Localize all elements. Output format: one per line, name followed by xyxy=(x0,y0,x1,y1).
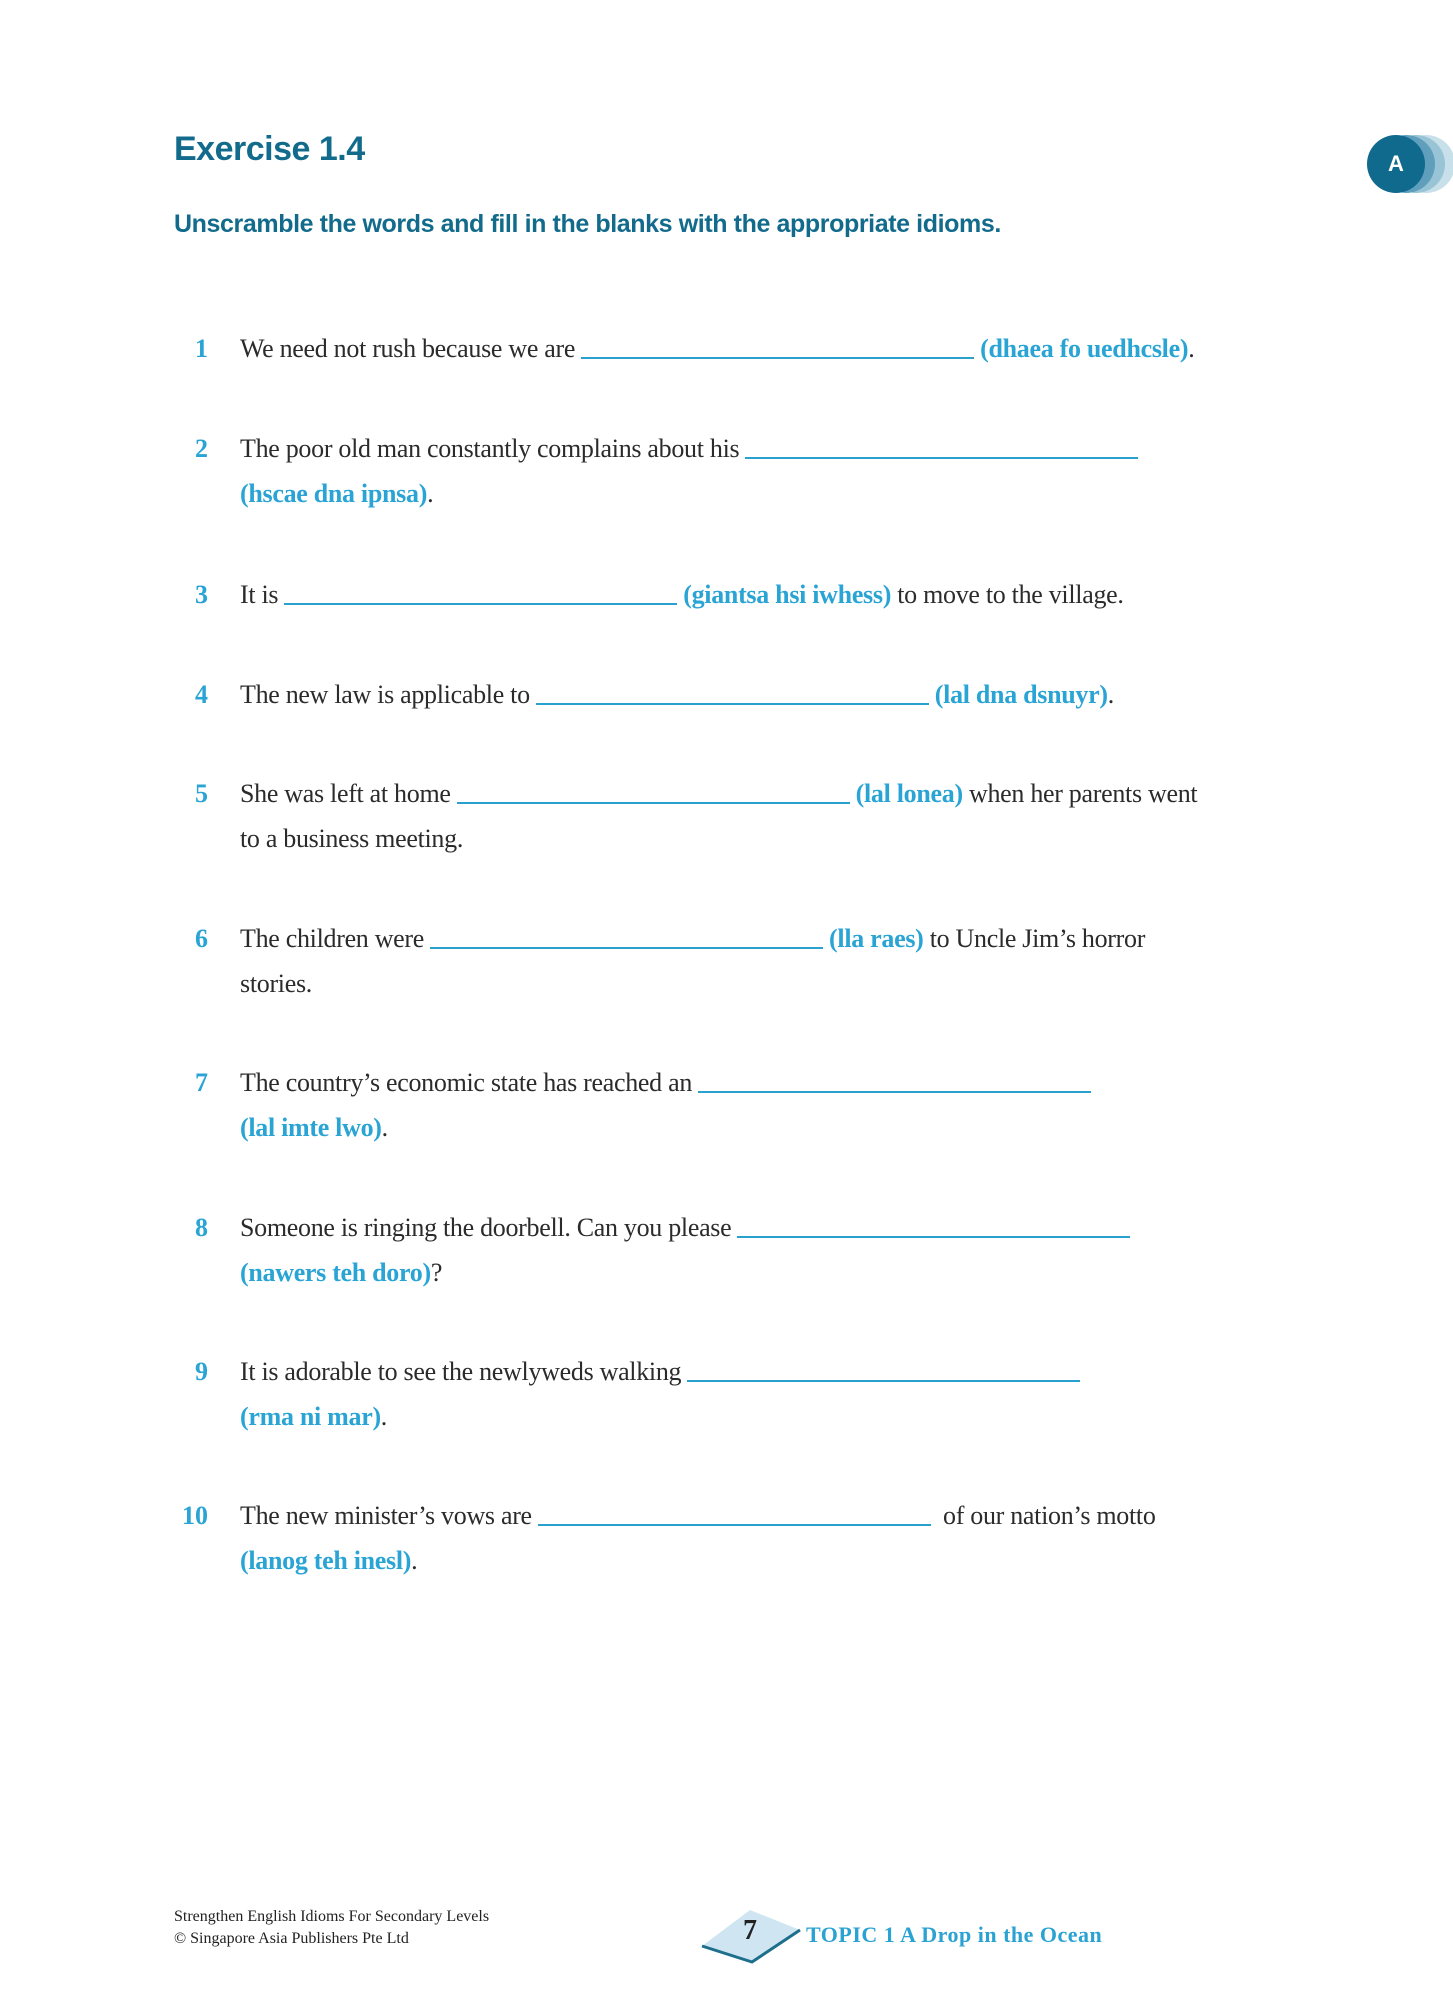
item-prompt: It is adorable to see the newlyweds walking xyxy=(240,1357,682,1386)
scrambled-clue: (hscae dna ipnsa) xyxy=(240,479,428,508)
answer-blank[interactable] xyxy=(581,357,974,359)
footer-credits xyxy=(174,1906,489,1950)
item-text xyxy=(240,1349,1320,1439)
item-prompt: We need not rush because we are xyxy=(240,334,576,363)
item-ending: when her parents went xyxy=(962,779,1198,808)
item-text xyxy=(240,1060,1320,1150)
item-prompt: The new minister’s vows are xyxy=(240,1501,532,1530)
exercise-title: Exercise 1.4 xyxy=(174,130,365,168)
scrambled-clue: (nawers teh doro) xyxy=(240,1258,431,1287)
scrambled-clue: (rma ni mar) xyxy=(240,1402,381,1431)
item-ending: . xyxy=(1188,334,1195,363)
item-continuation: to a business meeting. xyxy=(240,824,464,853)
item-text xyxy=(240,326,1320,371)
page-number: 7 xyxy=(743,1915,757,1946)
item-text xyxy=(240,916,1320,1006)
item-number: 1 xyxy=(195,334,208,363)
item-number: 6 xyxy=(195,924,208,953)
answer-blank[interactable] xyxy=(430,947,823,949)
page-number-marker xyxy=(700,1908,804,1966)
section-badge xyxy=(1367,135,1453,193)
item-number: 3 xyxy=(195,580,208,609)
item-prompt: The children were xyxy=(240,924,425,953)
topic-label: TOPIC 1 A Drop in the Ocean xyxy=(806,1922,1103,1947)
item-text xyxy=(240,1493,1320,1583)
item-number: 10 xyxy=(182,1501,208,1530)
item-prompt: The new law is applicable to xyxy=(240,680,530,709)
scrambled-clue: (lal imte lwo) xyxy=(240,1113,382,1142)
item-ending: ? xyxy=(430,1258,443,1287)
answer-blank[interactable] xyxy=(745,457,1138,459)
copyright-notice: © Singapore Asia Publishers Pte Ltd xyxy=(174,1930,409,1947)
item-prompt: It is xyxy=(240,580,279,609)
item-number: 7 xyxy=(195,1068,208,1097)
item-number: 9 xyxy=(195,1357,208,1386)
item-middle: of our nation’s motto xyxy=(936,1501,1156,1530)
item-number: 4 xyxy=(195,680,208,709)
item-ending: to move to the village. xyxy=(891,580,1124,609)
item-ending: to Uncle Jim’s horror xyxy=(923,924,1146,953)
item-number: 8 xyxy=(195,1213,208,1242)
item-text xyxy=(240,572,1320,617)
scrambled-clue: (dhaea fo uedhcsle) xyxy=(980,334,1189,363)
item-prompt: Someone is ringing the doorbell. Can you please xyxy=(240,1213,732,1242)
item-ending: . xyxy=(380,1402,387,1431)
scrambled-clue: (lal dna dsnuyr) xyxy=(934,680,1108,709)
item-text xyxy=(240,672,1320,717)
scrambled-clue: (lal lonea) xyxy=(855,779,963,808)
item-continuation: stories. xyxy=(240,969,312,998)
scrambled-clue: (giantsa hsi iwhess) xyxy=(683,580,892,609)
item-prompt: The country’s economic state has reached an xyxy=(240,1068,693,1097)
answer-blank[interactable] xyxy=(284,603,677,605)
answer-blank[interactable] xyxy=(538,1524,931,1526)
answer-blank[interactable] xyxy=(536,703,929,705)
answer-blank[interactable] xyxy=(737,1236,1130,1238)
scrambled-clue: (lanog teh inesl) xyxy=(240,1546,412,1575)
item-text xyxy=(240,1205,1320,1295)
section-letter: A xyxy=(1367,135,1425,193)
answer-blank[interactable] xyxy=(457,802,850,804)
scrambled-clue: (lla raes) xyxy=(829,924,924,953)
item-text xyxy=(240,426,1320,516)
book-title: Strengthen English Idioms For Secondary Levels xyxy=(174,1908,490,1925)
item-prompt: The poor old man constantly complains about his xyxy=(240,434,740,463)
item-number: 5 xyxy=(195,779,208,808)
answer-blank[interactable] xyxy=(687,1380,1080,1382)
item-ending: . xyxy=(411,1546,418,1575)
item-ending: . xyxy=(427,479,434,508)
item-number: 2 xyxy=(195,434,208,463)
exercise-instruction: Unscramble the words and fill in the blanks with the appropriate idioms. xyxy=(174,210,1001,238)
answer-blank[interactable] xyxy=(698,1091,1091,1093)
item-text xyxy=(240,771,1320,861)
item-ending: . xyxy=(1107,680,1114,709)
item-prompt: She was left at home xyxy=(240,779,451,808)
item-ending: . xyxy=(381,1113,388,1142)
